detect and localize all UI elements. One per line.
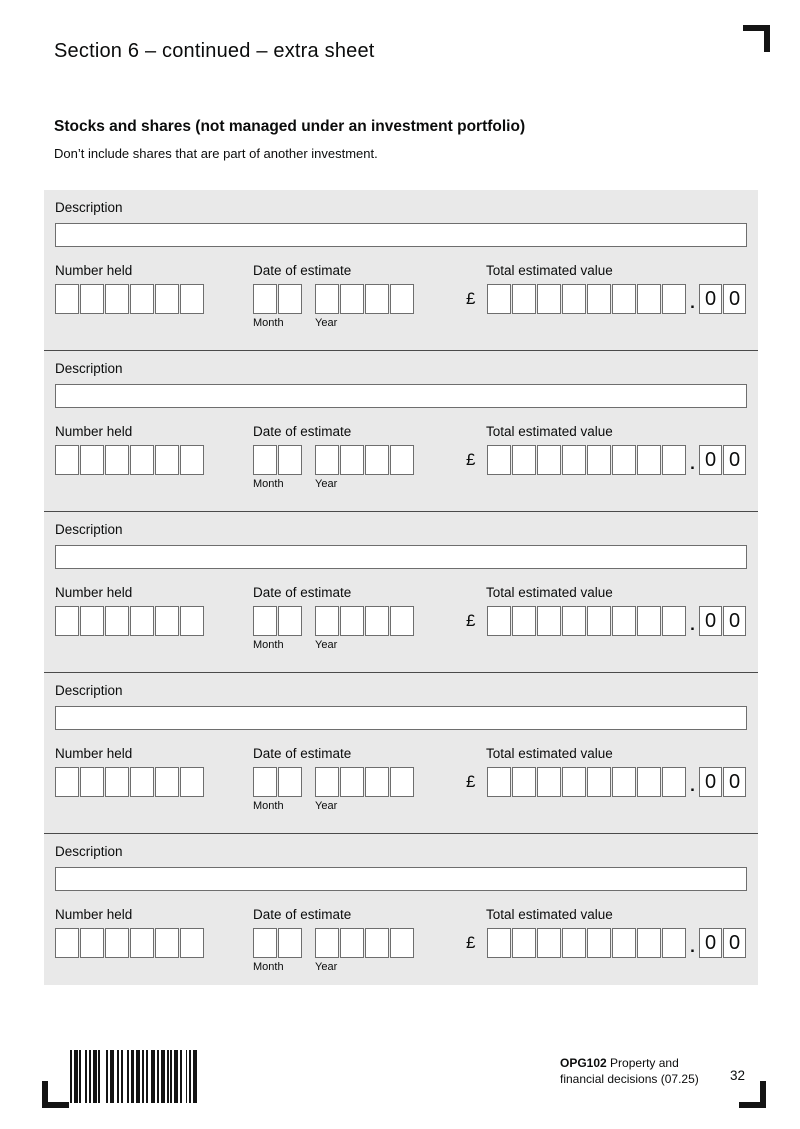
description-input[interactable]: [55, 545, 747, 569]
year-cell[interactable]: [390, 928, 414, 958]
number-held-comb: [55, 928, 204, 958]
number-held-cell[interactable]: [55, 445, 79, 475]
date-of-estimate-label: Date of estimate: [253, 263, 352, 278]
year-caption: Year: [315, 800, 338, 812]
pounds-cell[interactable]: [612, 767, 636, 797]
stocks-entry: [44, 350, 758, 511]
pounds-cell[interactable]: [487, 445, 511, 475]
pence-preprinted-cell: 0: [723, 767, 746, 797]
pounds-cell[interactable]: [562, 928, 586, 958]
number-held-cell[interactable]: [55, 767, 79, 797]
year-cell[interactable]: [340, 767, 364, 797]
number-held-label: Number held: [55, 424, 133, 439]
number-held-cell[interactable]: [80, 767, 104, 797]
page-title: Section 6 – continued – extra sheet: [54, 40, 375, 62]
year-cell[interactable]: [365, 767, 389, 797]
month-caption: Month: [253, 317, 284, 329]
section-note: Don’t include shares that are part of another investment.: [54, 146, 378, 161]
month-cell[interactable]: [253, 767, 277, 797]
number-held-cell[interactable]: [105, 767, 129, 797]
pounds-cell[interactable]: [587, 767, 611, 797]
crop-mark-top-right-icon: [743, 25, 770, 52]
pounds-cell[interactable]: [612, 928, 636, 958]
pounds-comb: [487, 284, 686, 322]
pounds-cell[interactable]: [487, 928, 511, 958]
pounds-cell[interactable]: [537, 606, 561, 636]
date-of-estimate-label: Date of estimate: [253, 424, 352, 439]
year-caption: Year: [315, 639, 338, 651]
total-estimated-value-label: Total estimated value: [486, 907, 613, 922]
pounds-comb: [487, 767, 686, 805]
decimal-point: .: [690, 293, 695, 312]
number-held-cell[interactable]: [55, 284, 79, 314]
number-held-cell[interactable]: [155, 767, 179, 797]
pound-sign: £: [466, 450, 476, 469]
pounds-cell[interactable]: [587, 606, 611, 636]
decimal-point: .: [690, 937, 695, 956]
number-held-cell[interactable]: [55, 606, 79, 636]
number-held-comb: [55, 445, 204, 475]
pounds-cell[interactable]: [662, 606, 686, 636]
stocks-entry: [44, 672, 758, 833]
month-cell[interactable]: [253, 445, 277, 475]
pounds-comb: [487, 928, 686, 966]
year-cell[interactable]: [365, 284, 389, 314]
description-input[interactable]: [55, 706, 747, 730]
number-held-cell[interactable]: [80, 284, 104, 314]
number-held-cell[interactable]: [180, 606, 204, 636]
month-cell[interactable]: [253, 284, 277, 314]
pounds-cell[interactable]: [587, 284, 611, 314]
date-of-estimate-label: Date of estimate: [253, 585, 352, 600]
pounds-cell[interactable]: [537, 284, 561, 314]
pence-preprinted-cell: 0: [723, 606, 746, 636]
pound-sign: £: [466, 289, 476, 308]
number-held-cell[interactable]: [130, 284, 154, 314]
total-estimated-value-label: Total estimated value: [486, 746, 613, 761]
month-comb: [253, 284, 302, 314]
number-held-cell[interactable]: [155, 284, 179, 314]
month-caption: Month: [253, 478, 284, 490]
pounds-cell[interactable]: [512, 928, 536, 958]
description-input[interactable]: [55, 223, 747, 247]
pence-preprinted-cell: 0: [699, 284, 722, 314]
pounds-cell[interactable]: [537, 445, 561, 475]
pounds-cell[interactable]: [562, 767, 586, 797]
stocks-entry: [44, 511, 758, 672]
year-cell[interactable]: [315, 606, 339, 636]
number-held-label: Number held: [55, 907, 133, 922]
number-held-cell[interactable]: [105, 445, 129, 475]
number-held-cell[interactable]: [80, 928, 104, 958]
pounds-cell[interactable]: [612, 284, 636, 314]
pence-comb: [699, 767, 746, 805]
pounds-cell[interactable]: [662, 445, 686, 475]
year-cell[interactable]: [390, 767, 414, 797]
number-held-cell[interactable]: [130, 606, 154, 636]
total-value-row: [466, 606, 746, 644]
month-cell[interactable]: [278, 284, 302, 314]
number-held-cell[interactable]: [130, 928, 154, 958]
total-value-row: [466, 284, 746, 322]
month-caption: Month: [253, 800, 284, 812]
footer-form-id: [560, 1055, 712, 1087]
month-cell[interactable]: [278, 767, 302, 797]
total-value-row: [466, 928, 746, 966]
number-held-cell[interactable]: [105, 284, 129, 314]
pounds-cell[interactable]: [562, 606, 586, 636]
description-label: Description: [55, 844, 123, 859]
year-cell[interactable]: [340, 284, 364, 314]
number-held-comb: [55, 284, 204, 314]
date-of-estimate-label: Date of estimate: [253, 746, 352, 761]
month-comb: [253, 928, 302, 958]
pounds-cell[interactable]: [662, 928, 686, 958]
year-cell[interactable]: [390, 445, 414, 475]
month-cell[interactable]: [278, 928, 302, 958]
total-estimated-value-label: Total estimated value: [486, 424, 613, 439]
number-held-cell[interactable]: [130, 445, 154, 475]
number-held-cell[interactable]: [105, 928, 129, 958]
pounds-cell[interactable]: [512, 445, 536, 475]
footer-form-code: OPG102: [560, 1056, 607, 1070]
stocks-entry: [44, 833, 758, 985]
number-held-cell[interactable]: [105, 606, 129, 636]
number-held-cell[interactable]: [80, 445, 104, 475]
year-cell[interactable]: [365, 928, 389, 958]
pence-preprinted-cell: 0: [723, 284, 746, 314]
pounds-cell[interactable]: [662, 284, 686, 314]
pence-preprinted-cell: 0: [699, 928, 722, 958]
stocks-and-shares-panel: [44, 190, 758, 985]
year-caption: Year: [315, 961, 338, 973]
month-caption: Month: [253, 639, 284, 651]
pounds-cell[interactable]: [562, 445, 586, 475]
pound-sign: £: [466, 772, 476, 791]
year-cell[interactable]: [340, 445, 364, 475]
barcode-bar: [193, 1050, 197, 1103]
number-held-cell[interactable]: [180, 445, 204, 475]
number-held-comb: [55, 767, 204, 797]
month-cell[interactable]: [253, 606, 277, 636]
pounds-cell[interactable]: [637, 928, 661, 958]
page-number: 32: [730, 1068, 746, 1083]
month-comb: [253, 445, 302, 475]
pounds-cell[interactable]: [587, 445, 611, 475]
pounds-cell[interactable]: [637, 284, 661, 314]
year-cell[interactable]: [365, 445, 389, 475]
footer-form-name: Property and financial decisions (07.25): [560, 1056, 699, 1086]
pound-sign: £: [466, 933, 476, 952]
year-cell[interactable]: [390, 606, 414, 636]
pound-sign: £: [466, 611, 476, 630]
pounds-cell[interactable]: [612, 445, 636, 475]
decimal-point: .: [690, 615, 695, 634]
pence-comb: [699, 445, 746, 483]
number-held-label: Number held: [55, 263, 133, 278]
pence-preprinted-cell: 0: [699, 767, 722, 797]
date-of-estimate-label: Date of estimate: [253, 907, 352, 922]
year-cell[interactable]: [315, 284, 339, 314]
number-held-cell[interactable]: [180, 284, 204, 314]
month-comb: [253, 767, 302, 797]
barcode-icon: [70, 1050, 197, 1103]
pounds-cell[interactable]: [612, 606, 636, 636]
pence-preprinted-cell: 0: [723, 928, 746, 958]
total-estimated-value-label: Total estimated value: [486, 585, 613, 600]
pounds-cell[interactable]: [487, 606, 511, 636]
year-comb: [315, 445, 414, 475]
pounds-cell[interactable]: [512, 767, 536, 797]
decimal-point: .: [690, 454, 695, 473]
total-value-row: [466, 767, 746, 805]
number-held-cell[interactable]: [180, 928, 204, 958]
month-cell[interactable]: [278, 445, 302, 475]
stocks-entry: [44, 190, 758, 350]
year-cell[interactable]: [390, 284, 414, 314]
description-label: Description: [55, 683, 123, 698]
month-comb: [253, 606, 302, 636]
pence-preprinted-cell: 0: [699, 445, 722, 475]
pounds-cell[interactable]: [512, 284, 536, 314]
pounds-cell[interactable]: [487, 767, 511, 797]
number-held-cell[interactable]: [180, 767, 204, 797]
pounds-cell[interactable]: [637, 767, 661, 797]
number-held-comb: [55, 606, 204, 636]
number-held-cell[interactable]: [155, 928, 179, 958]
month-cell[interactable]: [253, 928, 277, 958]
pounds-comb: [487, 606, 686, 644]
pence-comb: [699, 928, 746, 966]
pounds-cell[interactable]: [512, 606, 536, 636]
number-held-cell[interactable]: [80, 606, 104, 636]
number-held-cell[interactable]: [130, 767, 154, 797]
number-held-label: Number held: [55, 585, 133, 600]
number-held-cell[interactable]: [155, 606, 179, 636]
number-held-cell[interactable]: [55, 928, 79, 958]
pounds-cell[interactable]: [662, 767, 686, 797]
pounds-cell[interactable]: [537, 928, 561, 958]
year-caption: Year: [315, 317, 338, 329]
number-held-label: Number held: [55, 746, 133, 761]
month-cell[interactable]: [278, 606, 302, 636]
pounds-cell[interactable]: [562, 284, 586, 314]
pounds-cell[interactable]: [637, 606, 661, 636]
pounds-cell[interactable]: [587, 928, 611, 958]
description-label: Description: [55, 361, 123, 376]
year-cell[interactable]: [340, 928, 364, 958]
section-heading: Stocks and shares (not managed under an investment portfolio): [54, 118, 526, 135]
pounds-cell[interactable]: [487, 284, 511, 314]
pence-preprinted-cell: 0: [723, 445, 746, 475]
year-cell[interactable]: [340, 606, 364, 636]
year-caption: Year: [315, 478, 338, 490]
description-label: Description: [55, 522, 123, 537]
description-input[interactable]: [55, 384, 747, 408]
total-estimated-value-label: Total estimated value: [486, 263, 613, 278]
year-cell[interactable]: [315, 767, 339, 797]
pence-preprinted-cell: 0: [699, 606, 722, 636]
pounds-cell[interactable]: [637, 445, 661, 475]
crop-mark-bottom-right-icon: [739, 1081, 766, 1108]
decimal-point: .: [690, 776, 695, 795]
number-held-cell[interactable]: [155, 445, 179, 475]
pence-comb: [699, 606, 746, 644]
total-value-row: [466, 445, 746, 483]
year-comb: [315, 767, 414, 797]
crop-mark-bottom-left-icon: [42, 1081, 69, 1108]
year-comb: [315, 606, 414, 636]
description-label: Description: [55, 200, 123, 215]
pounds-cell[interactable]: [537, 767, 561, 797]
pounds-comb: [487, 445, 686, 483]
year-comb: [315, 284, 414, 314]
description-input[interactable]: [55, 867, 747, 891]
year-cell[interactable]: [315, 445, 339, 475]
year-cell[interactable]: [365, 606, 389, 636]
pence-comb: [699, 284, 746, 322]
year-comb: [315, 928, 414, 958]
month-caption: Month: [253, 961, 284, 973]
year-cell[interactable]: [315, 928, 339, 958]
